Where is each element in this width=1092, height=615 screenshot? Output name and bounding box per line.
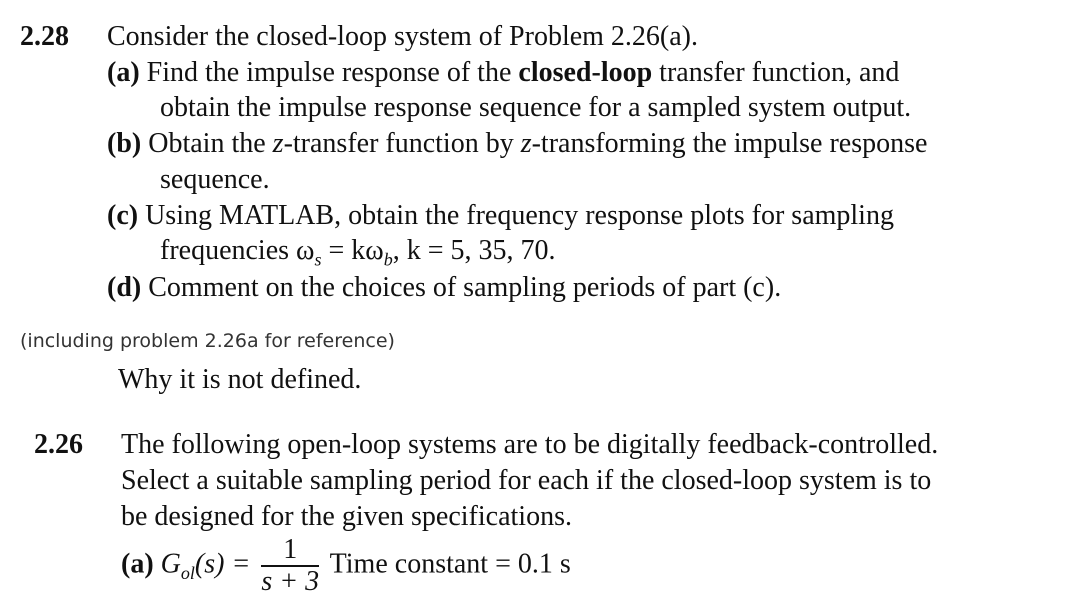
part-d-line-1 <box>107 270 781 306</box>
fraction-numerator: 1 <box>261 535 319 567</box>
cropped-text: Why it is not defined. <box>118 364 362 395</box>
part-c-sub-b: b <box>383 249 393 270</box>
part-c-sub-s: s <box>314 249 322 270</box>
transfer-function-arg: (s) = <box>194 548 251 580</box>
problem-number-2-26: 2.26 <box>34 429 83 460</box>
transfer-function-fraction <box>261 535 319 597</box>
part-a-line-1 <box>107 55 899 91</box>
problem-2-26-line-2: Select a suitable sampling period for each if the closed-loop system is to <box>121 465 932 496</box>
fraction-denominator: s + 3 <box>261 566 320 597</box>
part-c-line-1 <box>107 198 894 234</box>
part-a-label: (a) <box>107 57 140 88</box>
part-c-text-3: = kω <box>321 235 384 266</box>
cropped-text-line <box>118 364 370 395</box>
part-c-text-2: frequencies ω <box>160 235 315 266</box>
part-b-text-2: -transfer function by <box>283 128 514 159</box>
part-a-text-2: transfer function, and <box>659 57 900 88</box>
part-b-line-2: sequence. <box>160 164 270 195</box>
part-d-text: Comment on the choices of sampling periods of part (c). <box>148 272 782 303</box>
transfer-function-sub: ol <box>180 563 195 584</box>
part-b-z-2: z <box>520 128 532 159</box>
time-constant-spec: Time constant = 0.1 s <box>329 548 571 580</box>
part-a-line-2: obtain the impulse response sequence for a sampled system output. <box>160 92 912 123</box>
problem-number-2-28: 2.28 <box>20 21 69 52</box>
transfer-function-g: G <box>160 548 181 580</box>
part-c-text-4: , k = 5, 35, 70. <box>392 235 556 266</box>
part-b-text-3: -transforming the impulse response <box>531 128 928 159</box>
part-c-label: (c) <box>107 200 139 231</box>
reference-note: (including problem 2.26a for reference) <box>20 330 395 352</box>
part-b-label: (b) <box>107 128 142 159</box>
part-a-text-1: Find the impulse response of the <box>146 57 512 88</box>
problem-2-26-line-1: The following open-loop systems are to be digitally feedback-controlled. <box>121 429 939 460</box>
part-b-z-1: z <box>272 128 284 159</box>
part-c-text-1: Using MATLAB, obtain the frequency response plots for sampling <box>145 200 894 231</box>
part-b-text-1: Obtain the <box>148 128 266 159</box>
part-b-line-1 <box>107 126 927 162</box>
part-d-label: (d) <box>107 272 142 303</box>
problem-2-26-part-a <box>121 535 571 597</box>
problem-2-28-intro: Consider the closed-loop system of Problem 2.26(a). <box>107 21 699 52</box>
p226-part-a-label: (a) <box>121 548 154 580</box>
part-a-bold: closed-loop <box>518 57 653 88</box>
problem-2-26-line-3: be designed for the given specifications. <box>121 501 572 532</box>
